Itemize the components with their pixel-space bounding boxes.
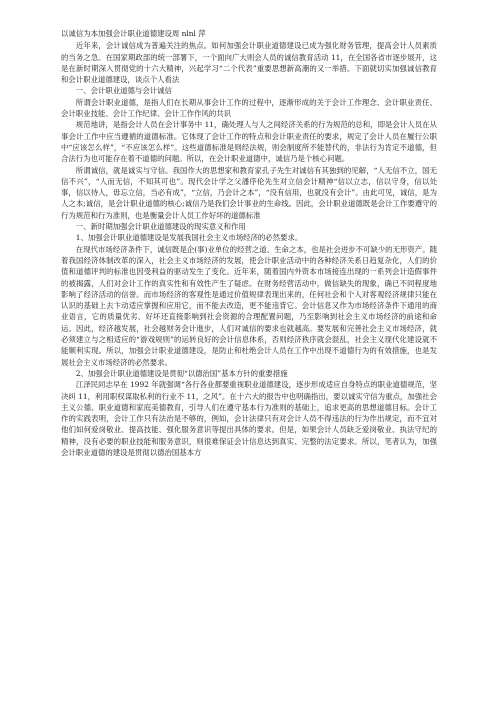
section-heading-1: 一、会计职业道德与会计诚信 <box>75 86 172 96</box>
body-paragraph: 所谓诚信，就是诚实与守信。我国作大的思想家和教育家孔子先生对诚信有其独到的见解，“人无信不立，国无信不兴”，“人而无信，不知其可也”。现代会计学之父潘序伦先生对立信会计精神“信以立志，信以守身，信以处事，信以待人，毋忘立信，当必有成”，“立信，乃会计之本”，“没有信用，也就没有会计”。由此可见，诚信，是为人之本;诚信，是会计职业道德的核心;诚信乃是我们会计事业的生命线。因此，会计职业道德既是会计工作要遵守的行为规范和行为准则，也是衡量会计人员工作好坏的道德标准 <box>61 165 437 220</box>
subsection-heading-2: 2、加强会计职业道德建设是贯彻“以德治国”基本方针的重要措施 <box>75 368 288 378</box>
body-paragraph: 江泽民同志早在 1992 年就强调“各行各业都要重视职业道德建设，逐步形成适应自身特点的职业道德规范，坚决纠 11，利用职权谋取私利的行业不 11，之风”。在十六大的报告中也明确指出，要以诚实守信为重点，加强社会主义公德、职业道德和家庭美德教育，引导人们在遵守基本行为准则的基础上，追求更高的思想道德目标。会计工作的实践表明，会计工作只有法治是不够的，例如，会计法律只有对会计人员不得违法的行为作出规定，而不宜对他们如何爱岗敬业、提高技能、强化服务意识等提出具体的要求。但是，如果会计人员缺乏爱岗敬业、执法守纪的精神，没有必要的职业技能和服务意识，则很难保证会计信息达到真实、完整的法定要求。所以，笔者认为，加强会计职业道德的建设是贯彻以德治国基本方 <box>61 380 437 457</box>
body-paragraph: 规范地讲，是指会计人员在会计事务中 11，确处理人与人之间经济关系的行为规范的总和，即是会计人员在从事会计工作中应当遵循的道德标准。它体现了会计工作的特点和会计职业责任的要求，规定了会计人员在履行公职中“应该怎么样”，“不应该怎么样”。这些道德标准是则经法规，则会制度所不能替代的，非法行为肯定不道德，但合法行为也可能存在着不道德的问题。所以，在会计职业道德中，诚信乃是个核心问题。 <box>61 120 437 164</box>
subsection-heading-1: 1、加强会计职业道德建设是发展我国社会主义市场经济的必然要求。 <box>75 233 303 243</box>
body-paragraph: 在现代市场经济条件下，诚信既是企(事)业单位的经营之道、生命之本，也是社会进步不可缺少的无形资产。随着我国经济体制改革的深入，社会主义市场经济的发展，使会计职业活动中的各种经济关系日趋复杂化，人们的价值和道德评判的标准也因受利益的驱动发生了变化。近年来，随着国内外资本市场接连出现的一系列会计造假事件的被揭露，人们对会计工作的真实性和有效性产生了疑虑。在财务经营活动中，做信缺失的现象，确已不同程度地影响了经济活动的信誉。而市场经济的客观性是通过价值规律表现出来的，任何社会和个人对客观经济规律只能在认识的基础上去卞动适应掌握和应用它，而不能去改造，更不能违背它。会计信息又作为市场经济条件下通用的商业语言，它的质量优劣、好坏还直接影响到社会资源的合理配置问题，乃至影响到社会主义市场经济的前途和命运。因此，经济越发展，社会越财务会计進步，人们对诚信的要求也就越高。要发展和完善社会主义市场经济，就必须建立与之相适应的“游戏规则”的运转良好的会计信息体系，否则经济秩序就会混乱，社会主义现代化建设就不能顺利实现。所以，加强会计职业道德建设，是防止和杜绝会计人员在工作中出现不道德行为的有效措施，也是发展社会主义市场经济的必然要求。 <box>61 244 437 367</box>
document-page <box>61 28 437 458</box>
body-paragraph: 所谓会计职业道德，是指人们在长期从事会计工作的过程中，逐渐形成的关于会计工作理念、会计职业责任、会计职业技能、会计工作纪律、会计工作作风的共识 <box>61 97 437 119</box>
intro-paragraph: 近年来，会计诚信成为普遍关注的焦点。如何加强会计职业道德建设已成为强化财务管理，提高会计人员素质的当务之急。在国家期政部的统一部署下，一个面向广大则会人员的诚信教育活动 11，在全国各省市逐步展开，这是在新时期深入贯彻党的十六大精神，兴起学习“二个代表”重要思想新高潮的又一举措。下面就切实加强诚信教育和会计职业道德建设，谈点个人看法 <box>61 41 437 85</box>
document-title: 以诚信为本加强会计职业道德建设周 nlnl 萍 <box>61 29 206 38</box>
section-heading-2: 一、新时期加强会计职业道德建设的现实意义和作用 <box>75 222 246 232</box>
